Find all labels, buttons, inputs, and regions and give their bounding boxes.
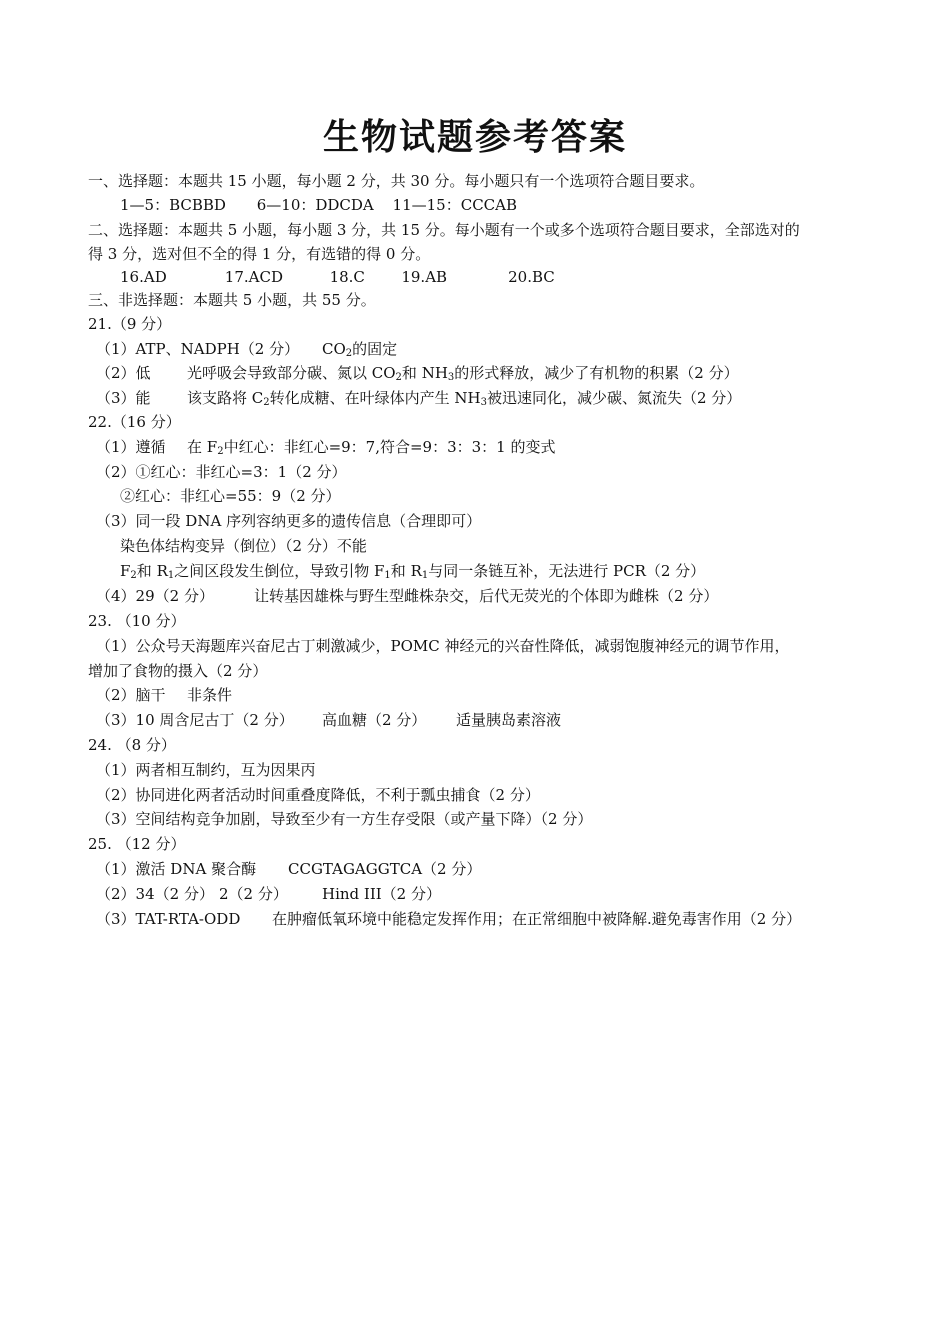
q25-heading: 25. （12 分） — [88, 835, 186, 853]
answer-group-11-15: 11—15：CCCAB — [392, 196, 518, 214]
q21-part2 — [96, 362, 739, 384]
page-title: 生物试题参考答案 — [322, 117, 627, 158]
section1-answers — [120, 194, 517, 216]
section2-heading-line2: 得 3 分，选对但不全的得 1 分，有选错的得 0 分。 — [88, 245, 431, 263]
q21-heading: 21.（9 分） — [88, 315, 172, 333]
q23-part3-answer-c: 适量胰岛素溶液 — [456, 711, 562, 729]
answer-16: 16.AD — [120, 268, 167, 286]
q25-part2 — [96, 883, 441, 905]
q22-part2-line2: ②红心：非红心=55：9（2 分） — [120, 487, 341, 505]
q22-part3-line3: $F_2$和 $R_1$之间区段发生倒位，导致引物 $F_1$和 $R_1$与同一条链互补，无法进行 PCR（2 分） — [120, 562, 706, 581]
q23-heading: 23. （10 分） — [88, 612, 186, 630]
q22-part2-line1: （2）①红心：非红心=3：1（2 分） — [96, 463, 347, 481]
q22-part4-answer-b: 让转基因雄株与野生型雌株杂交，后代无荧光的个体即为雌株（2 分） — [254, 587, 719, 605]
q25-part2-answer-c: Hind III（2 分） — [322, 885, 441, 903]
section3-heading: 三、非选择题：本题共 5 小题，共 55 分。 — [88, 291, 376, 309]
answer-18: 18.C — [329, 268, 365, 286]
answer-20: 20.BC — [508, 268, 555, 286]
q23-part1-line2: 增加了食物的摄入（2 分） — [88, 662, 268, 680]
q22-part4-answer-a: （4）29（2 分） — [96, 587, 214, 605]
q25-part2-answer-b: 2（2 分） — [219, 885, 288, 903]
answer-19: 19.AB — [401, 268, 448, 286]
q23-part3 — [96, 709, 561, 731]
q25-part1-answer-b: CCGTAGAGGTCA（2 分） — [288, 860, 482, 878]
q25-part2-answer-a: （2）34（2 分） — [96, 885, 214, 903]
q25-part1-answer-a: （1）激活 DNA 聚合酶 — [96, 860, 257, 878]
q21-part2-answer-a: （2）低 — [96, 364, 151, 382]
q24-heading: 24. （8 分） — [88, 736, 176, 754]
q21-part3 — [96, 387, 741, 409]
q23-part2-answer-b: 非条件 — [187, 686, 233, 704]
q22-part4 — [96, 585, 718, 607]
q24-part3: （3）空间结构竞争加剧，导致至少有一方生存受限（或产量下降）（2 分） — [96, 810, 593, 828]
q23-part3-answer-b: 高血糖（2 分） — [322, 711, 427, 729]
q21-part1 — [96, 338, 397, 360]
q25-part1 — [96, 858, 481, 880]
q24-part2: （2）协同进化两者活动时间重叠度降低，不利于瓢虫捕食（2 分） — [96, 786, 540, 804]
q21-part1-answer-a: （1）ATP、NADPH（2 分） — [96, 340, 300, 358]
q23-part1-line1: （1）公众号天海题库兴奋尼古丁刺激减少，POMC 神经元的兴奋性降低，减弱饱腹神经元的调节作用， — [96, 637, 790, 655]
q22-heading: 22.（16 分） — [88, 413, 181, 431]
q21-part2-answer-b: 光呼吸会导致部分碳、氮以 $CO_2$和 $NH_3$的形式释放，减少了有机物的积累（2 分） — [187, 364, 739, 383]
q22-part1-answer-b: 在 $F_2$中红心：非红心=9：7,符合=9：3：3：1 的变式 — [187, 438, 556, 457]
q22-part3-line1: （3）同一段 DNA 序列容纳更多的遗传信息（合理即可） — [96, 512, 482, 530]
q23-part2-answer-a: （2）脑干 — [96, 686, 166, 704]
q24-part1: （1）两者相互制约，互为因果丙 — [96, 761, 316, 779]
q25-part3-answer-a: （3）TAT-RTA-ODD — [96, 910, 241, 928]
q22-part1-answer-a: （1）遵循 — [96, 438, 166, 456]
q21-part3-answer-a: （3）能 — [96, 389, 151, 407]
q21-part3-answer-b: 该支路将 $C_2$转化成糖、在叶绿体内产生 $NH_3$被迅速同化，减少碳、氮流失（2 分） — [187, 389, 742, 408]
q25-part3 — [96, 908, 801, 930]
answer-group-1-5: 1—5：BCBBD — [120, 196, 226, 214]
answer-group-6-10: 6—10：DDCDA — [256, 196, 374, 214]
answer-17: 17.ACD — [224, 268, 283, 286]
section1-heading: 一、选择题：本题共 15 小题，每小题 2 分，共 30 分。每小题只有一个选项符合题目要求。 — [88, 172, 705, 190]
section2-answers — [120, 266, 555, 288]
q21-part1-answer-b: $CO_2$的固定 — [322, 340, 398, 359]
section2-heading-line1: 二、选择题：本题共 5 小题，每小题 3 分，共 15 分。每小题有一个或多个选项符合题目要求，全部选对的 — [88, 221, 800, 239]
q22-part3-line2: 染色体结构变异（倒位）（2 分）不能 — [120, 537, 367, 555]
q22-part1 — [96, 436, 556, 458]
q23-part3-answer-a: （3）10 周含尼古丁（2 分） — [96, 711, 294, 729]
q25-part3-answer-b: 在肿瘤低氧环境中能稳定发挥作用；在正常细胞中被降解.避免毒害作用（2 分） — [272, 910, 802, 928]
q23-part2 — [96, 684, 232, 706]
